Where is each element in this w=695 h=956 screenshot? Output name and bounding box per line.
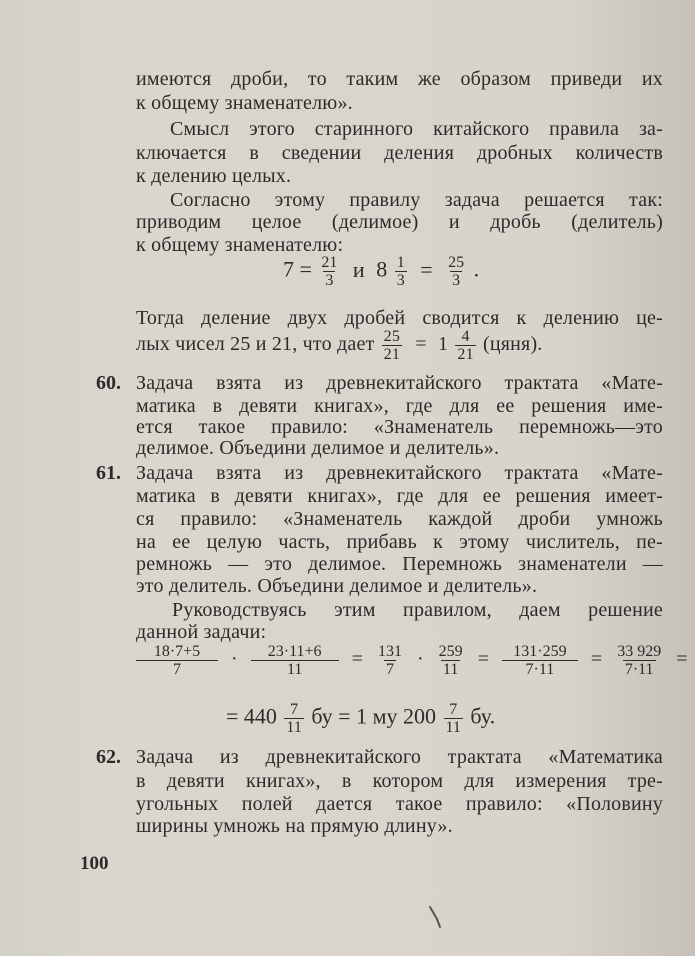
fraction: $\frac{7}{11}$ <box>445 701 461 736</box>
text-line: Руководствуясь этим правилом, даем решение <box>172 599 663 621</box>
eq-text: = <box>420 256 433 282</box>
eq-text: . <box>473 256 480 282</box>
text-line: имеются дроби, то таким же образом приведи их <box>136 68 663 90</box>
eq-text: бу = 1 му 200 <box>311 703 437 729</box>
fraction: $\frac{1}{3}$ <box>396 254 405 289</box>
fraction: $\frac{131\cdot 259}{7\cdot 11}$ <box>502 643 578 678</box>
fraction: $\frac{4}{21}$ <box>457 328 474 363</box>
text-line: ширины умножь на прямую длину». <box>136 815 453 837</box>
equation-1 <box>283 254 479 289</box>
eq-text: = 440 <box>226 703 277 729</box>
text-line: Тогда деление двух дробей сводится к делению це- <box>136 307 663 329</box>
text-line: на ее целую часть, прибавь к этому числитель, пе- <box>136 531 663 553</box>
text-line: делимое. Объедини делимое и делитель». <box>136 437 500 459</box>
text-line: ремножь — это делимое. Перемножь знаменатели — <box>136 553 663 575</box>
text-line-with-fraction <box>136 328 663 363</box>
eq-text: = <box>415 333 427 356</box>
fraction: $\frac{23\cdot 11+6}{11}$ <box>251 643 339 678</box>
eq-text: = <box>676 648 688 671</box>
text-line: угольных полей дается такое правило: «Половину <box>136 793 663 815</box>
fraction: $\frac{131}{7}$ <box>377 643 402 678</box>
text-line: это делитель. Объедини делимое и делитель». <box>136 575 538 597</box>
problem-number: 62. <box>96 746 121 768</box>
text-line: в девяти книгах», в котором для измерения тре- <box>136 770 663 792</box>
fraction: $\frac{18\cdot 7+5}{7}$ <box>136 643 218 678</box>
fraction: $\frac{259}{11}$ <box>438 643 463 678</box>
text-line: приводим целое (делимое) и дробь (делитель) <box>136 211 663 233</box>
text-line: ключается в сведении деления дробных количеств <box>136 142 663 164</box>
eq-text: = <box>351 648 363 671</box>
text-line: к общему знаменателю». <box>136 92 353 114</box>
eq-text: 8 <box>376 256 388 282</box>
text-line: данной задачи: <box>136 621 267 643</box>
eq-text: = <box>590 648 603 671</box>
text-line: к общему знаменателю: <box>136 234 344 256</box>
fraction: $\frac{7}{11}$ <box>286 701 302 736</box>
eq-text: 7 = <box>283 256 312 282</box>
eq-text: (цяня). <box>482 333 543 356</box>
equation-2 <box>134 643 693 678</box>
fraction: $\frac{25}{3}$ <box>448 254 465 289</box>
text-line: Задача из древнекитайского трактата «Математика <box>136 746 663 768</box>
eq-text: лых чисел 25 и 21, что дает <box>136 333 375 356</box>
text-line: к делению целых. <box>136 165 292 187</box>
fraction: $\frac{25}{21}$ <box>383 328 401 363</box>
text-line: Задача взята из древнекитайского трактата «Мате- <box>136 462 663 484</box>
eq-text: и <box>352 256 365 282</box>
text-line: Смысл этого старинного китайского правила за- <box>170 118 663 140</box>
text-line: ется такое правило: «Знаменатель перемножь—это <box>136 416 663 438</box>
problem-number: 60. <box>96 372 121 394</box>
eq-text: = <box>477 648 489 671</box>
text-line: матика в девяти книгах», где для ее решения имеет- <box>136 485 663 507</box>
text-line: матика в девяти книгах», где для ее решения име- <box>136 395 663 417</box>
fraction: $\frac{33 929}{7\cdot 11}$ <box>617 643 662 678</box>
eq-text: 1 <box>437 333 449 356</box>
problem-number: 61. <box>96 462 121 484</box>
eq-text: · <box>231 648 238 671</box>
equation-3 <box>226 701 495 736</box>
eq-text: · <box>416 648 424 671</box>
text-line: Задача взята из древнекитайского трактата «Мате- <box>136 372 663 394</box>
eq-text: бу. <box>470 703 496 729</box>
text-line: Согласно этому правилу задача решается так: <box>170 189 663 211</box>
text-line: ся правило: «Знаменатель каждой дроби умножь <box>136 508 663 530</box>
ink-smudge <box>428 905 442 929</box>
fraction: $\frac{21}{3}$ <box>321 254 338 289</box>
page-number: 100 <box>80 853 109 874</box>
